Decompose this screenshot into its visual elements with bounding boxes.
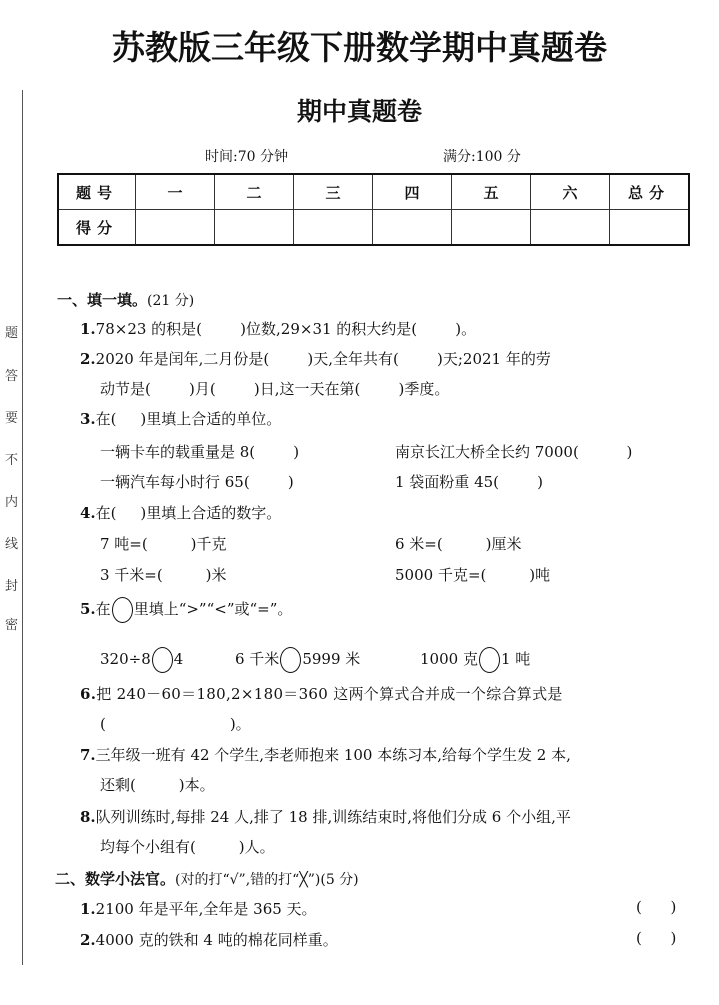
compare-right: 1 吨 [500, 650, 531, 668]
seal-char: 题 [5, 326, 19, 341]
question-text: 把 240－60＝180,2×180＝360 这两个算式合并成一个综合算式是 [96, 685, 563, 703]
answer-blank[interactable]: ( ) [636, 929, 677, 947]
sub-item: 南京长江大桥全长约 7000( ) [395, 443, 633, 461]
question-text: 2020 年是闰年,二月份是( )天,全年共有( )天;2021 年的劳 [95, 350, 551, 368]
score-cell[interactable] [294, 210, 373, 246]
sub-item: 5000 千克=( )吨 [395, 566, 551, 584]
table-row-label: 得分 [58, 210, 136, 246]
seal-char: 密 [5, 618, 19, 633]
question-number: 2. [80, 931, 96, 949]
compare-item [235, 647, 360, 673]
section-title: 二、数学小法官。 [55, 870, 176, 888]
score-table [57, 173, 690, 246]
question-text: 2100 年是平年,全年是 365 天。 [95, 900, 317, 918]
table-header-cell: 四 [373, 174, 452, 210]
circle-icon [112, 597, 133, 623]
sub-item: 一辆卡车的载重量是 8( ) [100, 443, 300, 461]
question-number: 8. [80, 808, 96, 826]
question-number: 5. [80, 600, 96, 618]
seal-char: 要 [5, 411, 19, 426]
question-number: 3. [80, 410, 96, 428]
table-header-cell: 一 [136, 174, 215, 210]
table-header-cell: 题号 [58, 174, 136, 210]
question-1-8 [80, 806, 571, 827]
seal-char: 线 [5, 537, 19, 552]
sub-item: 1 袋面粉重 45( ) [395, 473, 544, 491]
score-cell[interactable] [531, 210, 610, 246]
question-text-cont: 动节是( )月( )日,这一天在第( )季度。 [100, 380, 450, 398]
question-text: 在( )里填上合适的数字。 [95, 504, 282, 522]
question-1-2 [80, 348, 551, 369]
page-subtitle: 期中真题卷 [296, 97, 422, 126]
question-number: 4. [80, 504, 96, 522]
question-text: 三年级一班有 42 个学生,李老师抱来 100 本练习本,给每个学生发 2 本, [95, 746, 571, 764]
answer-circle[interactable] [479, 647, 500, 673]
table-header-cell: 五 [452, 174, 531, 210]
score-cell[interactable] [452, 210, 531, 246]
section-points: (对的打“√”,错的打“╳”)(5 分) [175, 872, 359, 888]
compare-right: 4 [173, 650, 184, 668]
compare-item [420, 647, 530, 673]
question-1-6 [80, 683, 563, 704]
table-header-cell: 二 [215, 174, 294, 210]
question-number: 6. [80, 685, 97, 703]
question-text: 在 [95, 600, 111, 618]
question-text-cont: ( )。 [100, 715, 251, 733]
question-1-4 [80, 502, 281, 523]
sub-item: 7 吨=( )千克 [100, 535, 227, 553]
question-text: 78×23 的积是( )位数,29×31 的积大约是( )。 [95, 320, 477, 338]
question-1-1 [80, 318, 476, 339]
section-points: (21 分) [147, 293, 195, 309]
section-2-heading [55, 868, 359, 889]
question-1-7 [80, 744, 571, 765]
compare-left: 6 千米 [235, 650, 280, 668]
question-2-2 [80, 929, 338, 950]
question-text: 队列训练时,每排 24 人,排了 18 排,训练结束时,将他们分成 6 个小组,平 [95, 808, 571, 826]
question-text-cont: 均每个小组有( )人。 [100, 838, 275, 856]
question-number: 1. [80, 320, 96, 338]
sub-item: 6 米=( )厘米 [395, 535, 522, 553]
sub-item: 一辆汽车每小时行 65( ) [100, 473, 294, 491]
section-title: 一、填一填。 [57, 291, 148, 309]
compare-left: 320÷8 [100, 650, 151, 668]
seal-char: 不 [5, 453, 19, 468]
binding-line [22, 90, 23, 965]
table-header-cell: 六 [531, 174, 610, 210]
score-cell[interactable] [215, 210, 294, 246]
section-1-heading [57, 289, 194, 310]
table-row [58, 210, 689, 246]
question-text: 4000 克的铁和 4 吨的棉花同样重。 [95, 931, 338, 949]
table-row [58, 174, 689, 210]
answer-blank[interactable]: ( ) [636, 898, 677, 916]
table-header-cell: 三 [294, 174, 373, 210]
question-number: 2. [80, 350, 96, 368]
sub-item: 3 千米=( )米 [100, 566, 227, 584]
question-text: 里填上“>”“<”或“=”。 [133, 600, 293, 618]
question-1-3 [80, 408, 281, 429]
question-number: 1. [80, 900, 96, 918]
compare-left: 1000 克 [420, 650, 478, 668]
compare-item [100, 647, 183, 673]
answer-circle[interactable] [152, 647, 173, 673]
question-number: 7. [80, 746, 96, 764]
score-cell[interactable] [610, 210, 690, 246]
seal-char: 封 [5, 579, 19, 594]
question-2-1 [80, 898, 317, 919]
full-score: 满分:100 分 [443, 149, 521, 165]
exam-time: 时间:70 分钟 [205, 149, 288, 165]
score-cell[interactable] [373, 210, 452, 246]
answer-circle[interactable] [280, 647, 301, 673]
question-1-5 [80, 597, 292, 623]
page-title: 苏教版三年级下册数学期中真题卷 [112, 28, 607, 67]
seal-char: 内 [5, 495, 19, 510]
table-header-cell: 总分 [610, 174, 690, 210]
score-cell[interactable] [136, 210, 215, 246]
compare-right: 5999 米 [302, 650, 361, 668]
question-text-cont: 还剩( )本。 [100, 776, 215, 794]
question-text: 在( )里填上合适的单位。 [95, 410, 282, 428]
seal-char: 答 [5, 369, 19, 384]
